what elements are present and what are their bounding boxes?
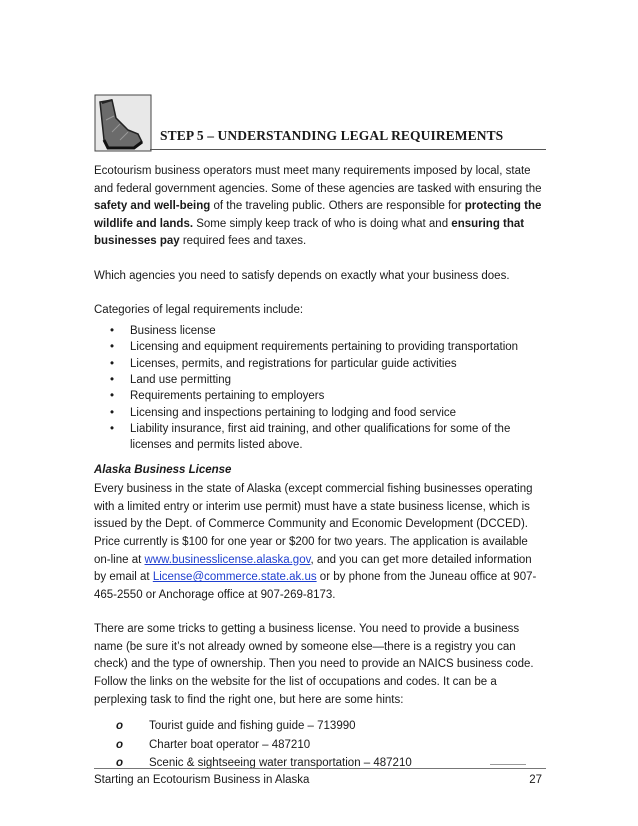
bullet-icon: • [110, 406, 115, 419]
intro-paragraph: Ecotourism business operators must meet many requirements imposed by local, state and federal government agencies. Some of these agencies are tasked with ensuring the safety and well-being of the traveling public. Others are responsible for protecting the wildlife and lands. Some simply keep track of who is doing what and ensuring that businesses pay required fees and taxes. [94, 165, 542, 248]
footer-divider [94, 768, 546, 769]
categories-intro: Categories of legal requirements include: [94, 303, 304, 316]
bullet-icon: • [110, 341, 115, 354]
boot-icon [94, 94, 152, 152]
bullet-icon: • [110, 422, 115, 435]
list-item: • Licenses, permits, and registrations for particular guide activities [94, 356, 542, 372]
categories-list [94, 323, 542, 453]
section-heading: Alaska Business License [94, 463, 232, 476]
license-paragraph: Every business in the state of Alaska (except commercial fishing businesses operating with a limited entry or interim use permit) must have a state business license, which is issued by the Dept. of Commerce Community and Economic Development (DCCED). Price currently is $100 for one year or $200 for two years. The application is available on-line at www.businesslicense.alaska.gov, and you can get more detailed information by email at License@commerce.state.ak.us or by phone from the Juneau office at 907-465-2550 or Anchorage office at 907-269-8173. [94, 483, 537, 601]
list-item: • Licensing and equipment requirements pertaining to providing transportation [94, 339, 542, 355]
main-content [94, 163, 542, 773]
agencies-paragraph: Which agencies you need to satisfy depends on exactly what your business does. [94, 269, 510, 282]
circle-bullet-icon: o [116, 738, 124, 751]
circle-bullet-icon: o [116, 720, 124, 733]
circle-bullet-icon: o [116, 757, 124, 770]
business-license-link[interactable]: www.businesslicense.alaska.gov [144, 553, 311, 566]
naics-codes-list [94, 717, 542, 773]
list-item: • Liability insurance, first aid training, and other qualifications for some of the licenses and permits listed above. [110, 422, 511, 452]
list-item: • Licensing and inspections pertaining to lodging and food service [94, 405, 542, 421]
bullet-icon: • [110, 390, 115, 403]
page-title: STEP 5 – UNDERSTANDING LEGAL REQUIREMENTS [160, 128, 504, 143]
bullet-icon: • [110, 374, 115, 387]
list-item: • Requirements pertaining to employers [94, 388, 542, 404]
license-email-link[interactable]: License@commerce.state.ak.us [152, 571, 317, 584]
bullet-icon: • [110, 325, 115, 338]
footer-accent-rule [490, 764, 526, 765]
footer-title: Starting an Ecotourism Business in Alaska [94, 774, 310, 786]
page-number: 27 [529, 774, 542, 786]
list-item: o Scenic & sightseeing water transportation – 487210 [94, 754, 542, 773]
list-item: o Charter boat operator – 487210 [94, 736, 542, 755]
list-item: o Tourist guide and fishing guide – 713990 [94, 717, 542, 736]
list-item: • Land use permitting [94, 372, 542, 388]
bullet-icon: • [110, 357, 115, 370]
list-item: • Business license [94, 323, 542, 339]
tricks-paragraph: There are some tricks to getting a business license. You need to provide a business name (be sure it’s not already owned by someone else—there is a registry you can check) and the type of ownership. Then you need to provide an NAICS business code. Follow the links on the website for the list of occupations and codes. It can be a perplexing task to find the right one, but here are some hints: [94, 623, 534, 706]
title-divider [150, 149, 546, 150]
